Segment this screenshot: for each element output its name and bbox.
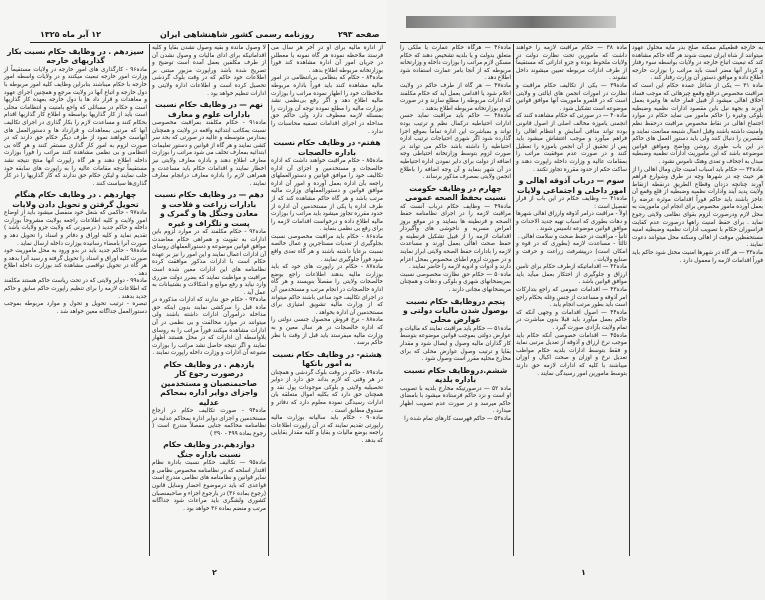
article-paragraph: ماده۴۳ — اقدامات عمومی که راجع بتدارکات امر آذوقه و مساعدت از جنس وغله بحکام راجع است باید بطور مرتب انجام یابد .: [516, 287, 627, 309]
column-divider: [268, 44, 269, 556]
section-heading: دهم — در وظایف حکام نسبت بادارات زراعت و فلاحت و معادن وجنگل ها و گمرک و پست و تلگراف و غیره: [154, 190, 264, 228]
article-paragraph: ماده۹۱ - حکام مکلفند بمراقبت مخصوصی نسبت بمکاتب ابتدائیه واقعه در ولایت و همچنان بمدارس متوسطه و عالیه در صورتی که بحد سر کشی نمایند و هر گاه از قوانین و دستور تعلیمات ابتدائیه بمعارف تخلف می شود مراتب را بوزارت معارف اطلاع دهند و باداره معارف ولایتی نیز اخطار نمایند و اقدامات حکام باید مساعدت و همراهی لازم را باداره معارف درانجام معارف نمایند .: [152, 119, 266, 187]
section-heading: هفتم- در وظایف حکام نسبت باداره خالصجات: [273, 138, 381, 157]
article-paragraph: ماده۹۵ — تکالیف حکام نسبت باداره نظام اقتدار اسلحه که در نظامنامه مخصوص نظامی و سایر قوانین و نظامنامه های نظامی مندرج است قواعدی که باید درموضوع احضار وسایل قانون (رجوع بماده ۳۶) در بارجوع اجزاء و صاحبمنصبان کشوری ولشگری باید مراعات شود جداگانه مرتب و منضم بماده ۳۶ خواهد بود .: [152, 460, 266, 512]
column-right: [271, 45, 383, 446]
article-paragraph: ماده۹۲ - حکام مکلفند که در موارد لزوم باین ادارات به تقویت و همراهی حکام معاضدت موافق قوانین موضوعه و دستورالعملهای روسای آن ادارات اعمال نمایند و این امور را نیز بر عهده حکام است با ادارات مذکور موافقت کرده نظامنامه های این ادارات معین شده است مراقبت و مواظبت نمایند که بضرر دولت ضرری وارد نیاید و رفع موانع و اشکالات و بشتیبانات به عمل آید .: [152, 228, 266, 296]
header-rule: [30, 42, 386, 43]
issue-date: ۱۲ آبر ماه ۱۳۲۵: [40, 30, 102, 39]
article-paragraph: ماده۹۳ - حکام حق ندارند که ادارات مذکوره در ماده قبل را سرکشی نمایند بدون اینکه حق مداخله درامورآن ادارات داشته باشند ولی میتوانند در موارد مخالفت و بی نظمی در آن ادارات مشاهده میکنند فوراً مراتب را به روسای بلاواسطه آن ادارات که در محل هستند اظهار نمایند و اگر نتیجه حاصل نشد مراتب را بوزارت متبوعه آن ادارات و وزارت داخله راپورت نمایند .: [152, 297, 266, 357]
article-paragraph: ماده۹۶ - کارگذاری های امور خارجه در ولایات مستقیماً از وزارت امور خارجه تبعیت میکنند و در ولایات واسطه امور خارجه با حکام میباشند بنابراین وظایف کلیه امور مربوطه با دول خارجه و اتباع آنها در ولایت مرجع و همچنین اجرای عهود و معاهدات و قرار داد ها با دول خارجه بعهده کار گذاریها است و حکام در مسائلی که واجع بامنیت و انتظامات محلی است باید از کار گذاریها بواسطه و اطلاع کار گذاریها اقدام بحکام کنند و مساعدت لازم را بکار گذاری در اجرای تکالیف آنها که مرتبی بمعاهدات و قرارداد ها و دستورالعمل های آنهاست خواهند نمود از طرف دیگر حکام حق دارند که در صورت لزوم به امور کار گذاری مستقر کنند و هر گاه بی انتظامی و بی نظمی مشاهده کنند مراتب را فوراً بوزارت داخله اطلاع دهند و هر گاه راپورت آنها منتج نتیجه نشد مستقیماً توجه مقامات عالیه را به راپورت های سابقه خود جلب نمایند و لیکن حکام حق ندارند که کار گذاریها را در کار گذاری‌ها سیاست کنند .: [4, 66, 147, 187]
article-paragraph: ماده۳۹ — یکی از تکالیف حکام مراقبت و نظارت در امورات انجمن های ایالتی و ولایتی است که در قلمرو ماموریت آنها موافق قوانین موضوعه است تشکیل شود .: [516, 82, 627, 112]
article-paragraph: ماده۴۰ — در صورتی که حکام مشاهده کنند که انجمنی یاموزه مخالف اصلی از اصول قانونی بوده تواند منافی آسایش و انتظام اهالی را فراهم میآورد و موجب اغتشاش میشود باید پس از تحقیق از آن انجمن یاموزه را تعطیل کنند و در صورت عدم موفقیت مراتب را بمقامات عالیه و وزارت داخله راپورت دهند و ساکت حکم از حدود مقرره تجاوز نکنند .: [516, 113, 627, 173]
article-paragraph: ماده۸۵ - حکام مراقبت خواهند داشت که اداره خالصجات و مستخدمین و اجزای آن اداره تکالیف خود را موافق قوانین و دستورالعملهای راجعه بآن اداره بعمل آورده و امور آن اداره موافق قوانین و دستورالعملهای وزارت مالیه مرتب باشد و هر گاه حاکم مشاهده کند که از طرف اداره یا یکی از مستخدمین آن اداره از حدود مقرره تجاوز میشود باید مراتب را بوزارت مالیه اطلاع داده و درخواست اقدامات لازمه را برای رفع بی نظمی بنماید .: [271, 157, 383, 233]
article-paragraph: ماده۹۸ - حاکم جدید باید در بدو ورود به محل ماموریت خود صورت کلیه اوراق و اسناد را تحویل گرفته و رسید آنرا بدهد و هر گاه در تحویل نواقصی مشاهده کند بوزارت داخله اطلاع دهد .: [4, 248, 147, 277]
article-paragraph: ماده۴۱ — وظایف حکام در این باب از قرار تفصیل است :: [516, 195, 627, 210]
article-paragraph: ماده۴۴ — اصول اقدامات و وجهی آنکه که حاکم بعمل میآورد باید قبلا بدون مباشرت در تمام ولایت بآزادی صورت گیرد .: [516, 309, 627, 331]
article-paragraph: ماده۸۴ - حکام که بنظامی بی‌انتظامی در امور مالیه مشاهده کنند باید فوراً باداره مربوطه ملاحظات خود را اظهار نموده مراتب را بوزارت مالیه اطلاع دهد و اگر رفع بی‌نظمی نشد بوزارت مالیه را مطلع نموده توجه آن وزارت را بمسئله لازمه معطوف دارد ولی حاکم حق مداخله در اجرای اقدامات تصفیه محاسبات را ندارد .: [271, 75, 383, 135]
article-paragraph: ماده۳۲ — حکام باید اسباب امنیت جان ومال اهالی را از هر حیث چه در شهرها وچه در طرق وشوارع فراهم آورند چنانچه دزدان وقطاع الطریق درنقطه ازنقاط ولایت پدید آیند وادارات نظمیه وضبطیه از قلع وقمع آن عاجز باشند باید حاکم فوراً اقدامات موثره عرضه را بعمل آورده مامور مخصوص برای انجام این ماموریت به محل لازم ودرصورت لزوم بقوای نظامی ولایتی رجوع نماید . برای حفظ امنیت راهها درصورت عدم کفایت قراسوران حکام با تصویب ادارات نظمیه وضبطیه امنیه مستحفظین موقت از اهالی وسکنه محل میتوانند دعوت نمایند .: [632, 166, 763, 249]
article-paragraph: ماده۹۹ - دوایر ولایتی که در تحت ریاست حاکم هستند مکلفند که اطلاعات لازمه را برای تنظیم راپورت حاکم سابق و حاکم جدید بدهند .: [4, 278, 147, 300]
header-rule: [400, 42, 765, 43]
right-page: [386, 0, 765, 600]
article-paragraph: از اداره مالیه برای او در آخر هر سال می فرستد ملاحظه نموده هر گاه نمونه یا معطلی در جریان امور آن اداره مشاهده کند فوراً بوزارتخانه مربوطه اطلاع بدهد .: [271, 45, 383, 74]
section-heading: ششم.دروظایف حکام نسبت باداره بلدیه: [403, 365, 508, 385]
folio-number: ۲: [212, 568, 217, 577]
section-heading: سیزدهم . در وظایف حکام نسبت بکار گذاریهای خارجه: [7, 47, 144, 66]
article-paragraph: ثالثاً - مساعدت لازمه (بطوری که در قوه و امکان است) درپیشرفت زراعت و حرفت و صنایع ولایات .: [516, 241, 627, 263]
article-paragraph: اولاً - مراقبت درامر آذوقه وارزاق اهالی شهرها و دهات بطوری که اسباب تهیه جدید الاحداث و موافق قوانین موضوعه تاسیس شوند .: [516, 211, 627, 233]
gazette-title: روزنامه رسمی کشور شاهنشاهی ایران: [160, 30, 315, 39]
article-paragraph: ماده۸۹ - حاکم در وقت بلوک گردشی و همچنان در هر وقتی که لازم بداند حق دارد از دوایر تحصیلیه ولایتی و بلوکی موجودات پول نقد و همچنان حق دارد که بکلیه اموال متعلقه بان ادارات رسیدگی نموده معلوم دارد که دفاتر و صندوق مطابق است .: [271, 369, 383, 414]
section-heading: دوازدهم.در وظایف حکام نسبت باداره جنگ: [163, 440, 255, 459]
article-paragraph: ماده۸۶ - حکام باید مراقبت مخصوصی نسبت بجلوگیری از تعدیات مستاجرین و عمال خالصه نسبت برعایا داشته باشند و هر گاه تعدی واقع شود فوراً جلوگیری نمایند .: [271, 233, 383, 263]
article-paragraph: ماده۵۰ — حکام حق نظارت مخصوصی نسبت بمریضخانهای شهری و بلوکی و دهات و همچنان مریضخانهای مجانی دارند .: [400, 271, 511, 294]
article-paragraph: ماده۴۷ — هر گاه از طرف حاکم در ولایت اعلام شود یا اقدامی بعمل آید که حکام مکلفند که ادارات مربوطه را مطلع سازند و در صورت لزوم بوزارتخانه مربوطه اطلاع بدهند .: [400, 82, 511, 112]
column-left: [4, 45, 147, 316]
column-middle: [152, 45, 266, 513]
article-paragraph: ماده۸۷ - حکام در راپورت های خود که باید بوزارت مالیه بدهند اطلاعات راجع بوضع خالصجات ولایتی را مفصلاً بنویسند و هر گاه اداره خالصجات در انجام مرتب و مستخدمین آن در اجرای تکالیف خود ساعی باشند حاکم میتواند که از وزارت مالیه تشویق امتیازی برای مستخدمین آن اداره بخواهد .: [271, 264, 383, 316]
article-paragraph: ماده۳۳ — هر گاه در شهرها امنیت مختل شود حاکم باید فوراً اقدامات لازمه را معمول دارد .: [632, 250, 763, 264]
section-heading: چهاردهم . در وظایف حکام هنگام تحویل گرفتن و تحویل دادن ولایات: [12, 190, 139, 209]
section-heading: چهارم در وظایف حکومت نسبت بحفظ الصحه عمومی: [404, 183, 507, 203]
section-heading: هشتم- در وظایف حکام نسبت به امور بانکها: [272, 349, 382, 369]
article-paragraph: ماده۴۸ — حاکم باید مراقبت نماید حسن ادارات احتیاطیه درکمال نظم و ترتیب بوده تواند و بمباشرت این اداره تماماً بموقع اجرا گذارده شود اگر شهری احتیاجات ترتیب اداره احتیاطیه را داشته باشد حاکم می تواند در صورت لزوم بتوسط وزارتخانه احتیاطی وجه اضافه از دولت برای دایر نمودن اداره احتیاطیه در آن شهر بنماید و آن وجه اضافه را باطلاع انجمن ولایتی بمصرف مذکور برساند .: [400, 113, 511, 181]
article-paragraph: ماده۴۶ — هرگاه حکام عمارت یا ملکی را متعلق بدولت و یا بلدیه تشخیص دهند که حکام مسکن لازم مراتب را بوزارت داخله و وزارتخانه مربوطه که از آنجا بامر عمارت استفاده شود اطلاع دهد .: [400, 45, 511, 82]
section-heading: نهم — در وظایف حکام نسبت بادارات علوم و معارف: [154, 100, 264, 119]
article-paragraph: ماده۴۲ — اقداماتیکه ازطرف حکام برای تامین ارزاق و جلوگیری از احتکار بعمل میآید باید موافق قوانین باشد .: [516, 264, 627, 286]
article-paragraph: ماده۹۰ - حکام باید سالیانه بوزارت مالیه راپورتی تقدیم نمایند که در آن راپورت اطلاعات راجعه بوضع مالیات و بقایا و کلیه مقدار بقایایی که بدهد .: [271, 415, 383, 444]
article-paragraph: ماده۵۳ — حاکم فهرست کارهای تمام شده را: [404, 416, 511, 422]
article-paragraph: تبصره - ترتیب تحویل و تحول و موارد مربوطه بموجب دستورالعمل جداگانه معین خواهد شد .: [4, 301, 147, 315]
article-paragraph: ماده۸۸ - نرخ فروش محصول جنسی دولتی را که اداره خالصجات در هر سال معین و به وزارت مالیه میفرستد باید قبل از وقت با نظر حاکم برسد .: [271, 317, 383, 347]
article-paragraph: به خارجه قطعیکم ممکنه صلح بدر مایه محلول عهود میتوانند از شاه ایران تبعیت شوند هر گاه حاکم مشاهده کند که تبعیت اتباع خارجه در ولایات بواسطه سوء رفتار و کردار آنها مضر است باید مراتب را بوزارت خارجه اطلاع داده و موافق دستور آن وزارت رفتار کند .: [632, 45, 763, 82]
article-paragraph: ماده۹۴ - صورت تکالیف حکام در ارجاع مستخدمین و اجزای دوایر اداره بمحاکم عدلیه در نظامنامه محاکمه جنایی مفصلاً مندرج است ( رجوع بماده ۴۹۹ - ۳۹۰ ): [152, 408, 266, 437]
section-heading: سوم — درباب آذوقه اهالی و امور داخلی و اجتماعی ولایات: [517, 176, 626, 195]
article-paragraph: لا وصول مانده و بقیه وصول نشدن بقایا و کلیه اقداماتیکه برای ادای مالیات و وصول نشدن آن از طرف مکلفین بعمل آمده است توضیح و تصریح شده باشد وراپورت مزبور مبتنی بر اطلاعات خود حاکم که در وقت بلوک گردشی تحصیل کرده است و اطلاعات اداره ولایتی و ادارات تنظیم خواهد بود .: [152, 45, 266, 97]
column-divider: [629, 44, 630, 556]
column-right: [632, 45, 763, 265]
article-paragraph: ماده۵۱ — حکام باید مراقبت نمایند که مالیات و عوارض دولتی بموجب قوانین موضوعه بتوسط کار گذاران مالیه وصول و ایصال شود و مقدار بقایا و ترتیب وصول عوارض محلی که برای مخارج محلیه مقرر است وصول شود .: [400, 325, 511, 363]
section-heading: پنجم دروظایف حکام نسبت بوصول شدن مالیات دولتی و عوارض محلی: [403, 296, 508, 325]
column-middle: [516, 45, 627, 378]
article-paragraph: ماده۴۵ — اقدامات خصوصی آنکه حکام باید موجب نرخ ارزاق و آذوقه از تعدیل مرتبی نماید و فقط بتوسط ادارات بلدیه حکام مواظب تعدیل نرخ و اوزان و صحت اکیال و اوزان میباشند با کلیه که ادارات لازمه حق دارند بتوسط مامورین امور رسیدگی نمایند .: [516, 332, 627, 377]
column-divider: [513, 44, 514, 556]
article-paragraph: ثانیاً - مراقبت در حفظ صحت و سلامت اهالی .: [517, 233, 627, 240]
column-divider: [149, 44, 150, 556]
article-paragraph: ماده ۵۲ — درصورتیکه مخارج بلدیه با تصویب او است و نزد حاکم فرستاده میشود با بامضای حاکم میرسد و در صورت عدم تصویب اظهار میدارد .: [400, 385, 511, 415]
article-paragraph: ماده ۳۱ — یکی از شاغل عمده حکام این است که مراقبت مخصوص درقلع وقمع چیزهائی که موجب فساد اخلاق اهالی میشود از قبیل قمار خانه ها وغیره بعمل آورند و بجهة نیل باین مقصود ادارات نظمیه وضبطیه بلوکی وغیره را حاکم مامور می نماید حکام در موارد اجتماع اهالی در نقاط مخصوص مراقبت درحفظ نظم وامنیت داشته باشند وقبل اعمال شنیعه ممانعت نمایند و مقصرین را دنبال کنند ولی باید دستور العمل های حاکم در این باب طوری روشن وواضح وموافق قوانین موضوعه باشد که این ماموریت ادارات نظمیه وضبطیه مبدل به اجحاف و تعدی وهتک ناموس نشود .: [632, 82, 763, 165]
article-paragraph: ماده۴۹ — وظایف حکام درباب آنست که مراقبت لازمه را در اجرای نظامنامه حفظ الصحه و قرنطینه ها بنمایند و در موقع بروز امراض مسریه و ناخوشی های واگیردار اقدامات لازمه را از قبیل تشکیل قرنطینه و حفظ صحت اهالی بعمل آورند و مساعدت لازمه را بادارات حفظ الصحه ولایتی ابراز نمایند و در صورت لزوم اطبای مخصوص بمحل اعزام دارند و ادوات و ادویه لازمه را حاضر نمایند .: [400, 203, 511, 271]
section-heading: یازدهم . در وظایف حکام درصورت رجوع کار صاحبمنصبان و مستخدمین واجزای دوایر اداره بمحاکم عدلیه: [160, 360, 258, 407]
article-paragraph: ماده ۳۸ — حکام مراقبت لازمه را خواهند داشت که مامورین تحت نظارت دولت در ولایات ملحوظ بوده و جزو اداراتی که مستقیماً از طرف ادارات مربوطه تعیین میشوند داخل نشوند .: [516, 45, 627, 82]
page-number: صفحه ۲۹۳: [338, 30, 380, 39]
article-paragraph: ماده۹۷ - حاکمی که شغل خود منفصل میشود باید از اوضاع امور ولایت و کلیه اطلاعات راجعه بولایت مشروحاً بوزارت داخله و حاکم جدید ( درصورتی که ولایت جزو ولایات باشد ) تقدیم نماید و کلیه اوراق و دفاتر و اسناد را تحویل دهد و صورت آنرا بامضاء رسانیده بوزارت داخله ارسال نماید .: [4, 210, 147, 247]
folio-number: ۱: [581, 568, 586, 577]
column-left: [400, 45, 511, 424]
redacted-header: [406, 16, 616, 28]
